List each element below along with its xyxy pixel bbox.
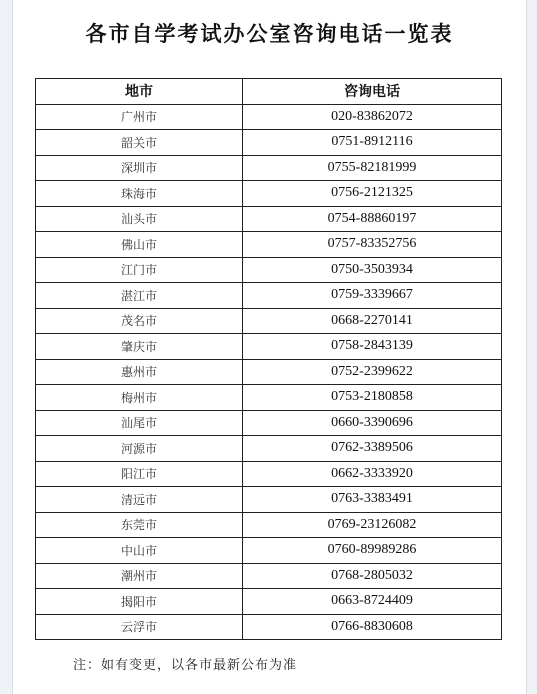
- table-row: [36, 589, 502, 615]
- table-row: [36, 308, 502, 334]
- table-row: [36, 563, 502, 589]
- table-row: [36, 257, 502, 283]
- table-row: [36, 104, 502, 130]
- city-cell: 阳江市: [36, 461, 243, 487]
- phone-cell: 0768-2805032: [243, 563, 502, 589]
- table-row: [36, 334, 502, 360]
- table-row: [36, 181, 502, 207]
- phone-cell: 0751-8912116: [243, 130, 502, 156]
- table-row: [36, 487, 502, 513]
- city-cell: 清远市: [36, 487, 243, 513]
- column-header-city: 地市: [36, 79, 243, 105]
- city-cell: 深圳市: [36, 155, 243, 181]
- city-cell: 梅州市: [36, 385, 243, 411]
- city-cell: 东莞市: [36, 512, 243, 538]
- city-cell: 潮州市: [36, 563, 243, 589]
- city-cell: 珠海市: [36, 181, 243, 207]
- city-cell: 江门市: [36, 257, 243, 283]
- phone-cell: 0766-8830608: [243, 614, 502, 640]
- phone-cell: 0769-23126082: [243, 512, 502, 538]
- phone-cell: 0753-2180858: [243, 385, 502, 411]
- phone-cell: 0660-3390696: [243, 410, 502, 436]
- phone-cell: 0754-88860197: [243, 206, 502, 232]
- phone-cell: 0668-2270141: [243, 308, 502, 334]
- phone-cell: 0756-2121325: [243, 181, 502, 207]
- phone-cell: 0663-8724409: [243, 589, 502, 615]
- table-row: [36, 436, 502, 462]
- table-header-row: [36, 79, 502, 105]
- document-page: [12, 0, 527, 694]
- column-header-phone: 咨询电话: [243, 79, 502, 105]
- phone-cell: 0755-82181999: [243, 155, 502, 181]
- table-body: [36, 104, 502, 640]
- table-row: [36, 155, 502, 181]
- city-cell: 中山市: [36, 538, 243, 564]
- table-row: [36, 512, 502, 538]
- table-row: [36, 130, 502, 156]
- city-cell: 惠州市: [36, 359, 243, 385]
- phone-cell: 0760-89989286: [243, 538, 502, 564]
- phone-cell: 020-83862072: [243, 104, 502, 130]
- city-cell: 云浮市: [36, 614, 243, 640]
- table-row: [36, 283, 502, 309]
- table-row: [36, 461, 502, 487]
- footnote: 注：如有变更，以各市最新公布为准: [73, 658, 298, 673]
- phone-cell: 0750-3503934: [243, 257, 502, 283]
- phone-cell: 0662-3333920: [243, 461, 502, 487]
- table-row: [36, 614, 502, 640]
- phone-cell: 0762-3389506: [243, 436, 502, 462]
- city-cell: 汕头市: [36, 206, 243, 232]
- city-cell: 肇庆市: [36, 334, 243, 360]
- city-cell: 揭阳市: [36, 589, 243, 615]
- table-row: [36, 206, 502, 232]
- phone-cell: 0758-2843139: [243, 334, 502, 360]
- phone-cell: 0763-3383491: [243, 487, 502, 513]
- city-cell: 河源市: [36, 436, 243, 462]
- phone-cell: 0759-3339667: [243, 283, 502, 309]
- city-cell: 佛山市: [36, 232, 243, 258]
- table-row: [36, 538, 502, 564]
- city-cell: 韶关市: [36, 130, 243, 156]
- city-cell: 茂名市: [36, 308, 243, 334]
- table-row: [36, 410, 502, 436]
- city-cell: 汕尾市: [36, 410, 243, 436]
- page-title: 各市自学考试办公室咨询电话一览表: [85, 22, 454, 46]
- table-row: [36, 232, 502, 258]
- contact-table: [35, 78, 502, 640]
- phone-cell: 0757-83352756: [243, 232, 502, 258]
- table-row: [36, 359, 502, 385]
- phone-cell: 0752-2399622: [243, 359, 502, 385]
- city-cell: 广州市: [36, 104, 243, 130]
- city-cell: 湛江市: [36, 283, 243, 309]
- table-row: [36, 385, 502, 411]
